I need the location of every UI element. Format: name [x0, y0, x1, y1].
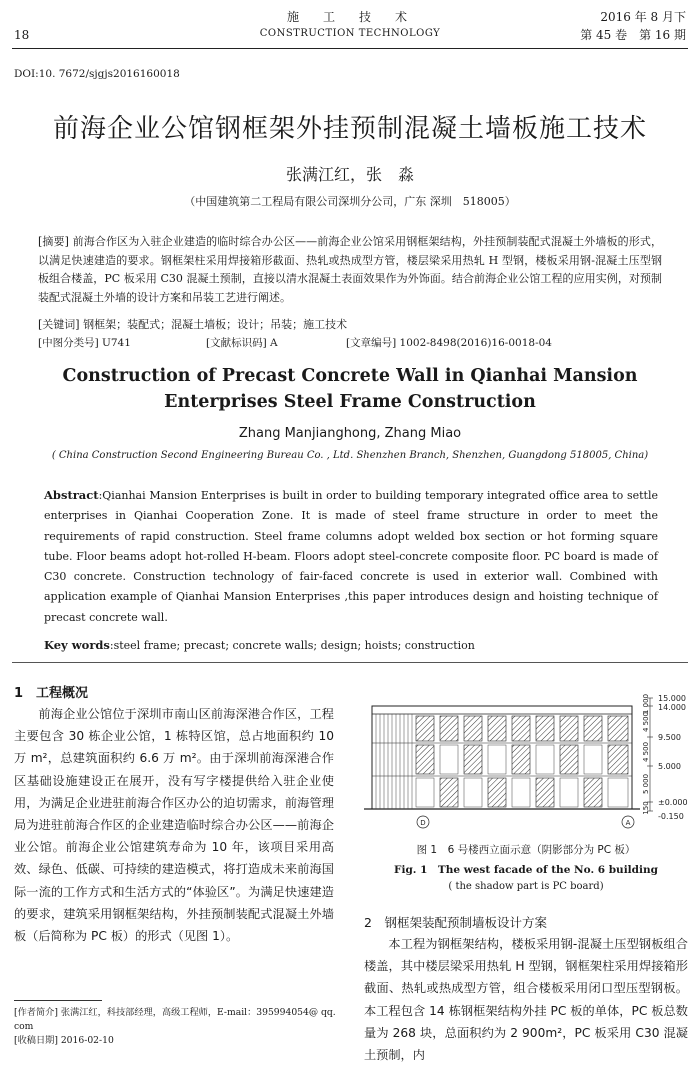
pc-panel	[440, 716, 458, 741]
pc-panel	[488, 716, 506, 741]
clc-number: [中图分类号] U741	[38, 337, 131, 349]
column-rule	[12, 662, 688, 663]
footnote	[14, 1006, 336, 1048]
author-bio: [作者简介] 张满江红，科技部经理，高级工程师，E-mail：395994054@ qq. com	[14, 1007, 336, 1032]
dim-1000: 1 000	[642, 693, 650, 715]
dim-150: 150	[642, 801, 650, 815]
pc-panel	[440, 778, 458, 807]
abstract-en	[44, 485, 658, 628]
doi[interactable]: DOI:10. 7672/sjgjs2016160018	[14, 68, 180, 80]
pc-panel	[464, 716, 482, 741]
paper-title-en	[0, 363, 700, 415]
abstract-cn: [摘要] 前海合作区为入驻企业建造的临时综合办公区——前海企业公馆采用钢框架结构，外挂预制装配式混凝土外墙板的形式，以满足快速建造的要求。钢框架柱采用焊接箱形截面、热轧或热成型方管，楼层梁采用热轧 H 型钢，楼板采用钢-混凝土压型钢板组合楼盖，PC 板采用 C30 混凝土预制，直接以清水混凝土表面效果作为外饰面。结合前海企业公馆工程的应用实例，对预制装配式混凝土外墙的设计方案和吊装工艺进行阐述。	[38, 235, 662, 304]
axis-a-label: A	[625, 819, 631, 827]
section-1-body: 前海企业公馆位于深圳市南山区前海深港合作区，工程主要包含 30 栋企业公馆，1 栋特区馆，总占地面积约 10 万 m²，总建筑面积约 6.6 万 m²。由于深圳前海深港合作区基础设施建设正在展开，没有写字楼提供给入驻企业使用，为满足企业进驻前海合作区办公的迫切需求，前海管理局为进驻前海合作区的企业建造临时综合办公区——前海企业公馆。前海企业公馆建筑寿命为 10 年，该项目采用高效、绿色、低碳、可持续的建造模式，将打造成未来前海国际一流的工作方式和生活方式的“体验区”。为满足快速建造的要求，建筑采用钢框架结构，外挂预制装配式混凝土外墙板（后简称为 PC 板）的形式（见图 1）。	[14, 707, 334, 944]
journal-name-cn: 施 工 技 术	[286, 10, 413, 24]
elev-0000: ±0.000	[658, 798, 688, 807]
header-rule	[12, 48, 688, 49]
pc-panel	[416, 745, 434, 774]
volume-issue: 第 45 卷 第 16 期	[580, 28, 686, 42]
pc-panel	[416, 716, 434, 741]
figure-1	[364, 680, 688, 830]
figure-1-caption-cn: 图 1 6 号楼西立面示意（阴影部分为 PC 板）	[416, 844, 636, 856]
pc-panel	[584, 778, 602, 807]
journal-name-en: CONSTRUCTION TECHNOLOGY	[259, 28, 441, 39]
title-en-line1: Construction of Precast Concrete Wall in Qianhai Mansion	[62, 366, 638, 386]
dim-4500: 4 500	[642, 741, 650, 763]
pc-panel	[608, 745, 628, 774]
received-date: [收稿日期] 2016-02-10	[14, 1035, 114, 1046]
title-en-line2: Enterprises Steel Frame Construction	[164, 392, 536, 412]
abstract-en-label: Abstract	[44, 488, 99, 502]
page-number: 18	[14, 28, 30, 42]
keywords-en-text: :steel frame; precast; concrete walls; design; hoists; construction	[109, 639, 475, 652]
dim-5000: 5 000	[642, 773, 650, 795]
footnote-rule	[14, 1000, 102, 1001]
section-2-heading: 2 钢框架装配预制墙板设计方案	[364, 915, 547, 930]
figure-1-caption-en-sub: ( the shadow part is PC board)	[448, 881, 604, 892]
section-1-heading: 1 工程概况	[14, 686, 89, 701]
pc-panels	[416, 716, 628, 807]
glazing-left	[376, 714, 412, 809]
pc-panel	[512, 716, 530, 741]
elev-5000: 5.000	[658, 762, 681, 771]
affiliation-en: ( China Construction Second Engineering Bureau Co. , Ltd. Shenzhen Branch, Shenzhen, Guangdong 518005, China)	[51, 450, 649, 461]
figure-1-caption-en: Fig. 1 The west facade of the No. 6 building	[394, 864, 658, 876]
authors-en: Zhang Manjianghong, Zhang Miao	[238, 426, 462, 441]
pc-panel	[512, 745, 530, 774]
elev-14000: 14.000	[658, 703, 686, 712]
article-number: [文章编号] 1002-8498(2016)16-0018-04	[346, 337, 552, 349]
pc-panel	[608, 716, 628, 741]
pc-panel	[536, 716, 554, 741]
elev-minus0150: -0.150	[658, 812, 684, 821]
pc-panel	[536, 778, 554, 807]
pc-panel	[560, 745, 578, 774]
affiliation-cn: （中国建筑第二工程局有限公司深圳分公司，广东 深圳 518005）	[184, 195, 516, 208]
dim-4500-top: 4 500	[642, 711, 650, 733]
issue-info	[580, 8, 686, 44]
keywords-en	[44, 638, 658, 652]
abstract-en-text: :Qianhai Mansion Enterprises is built in order to building temporary integrated office area to settle enterprises in Qianhai Cooperation Zone. It is made of steel frame structure in order to meet the requirements of rapid construction. Steel frame columns adopt welded box section or hot forming square tube. Floor beams adopt hot-rolled H-beam. Floors adopt steel-concrete composite floor. PC board is made of C30 concrete. Construction technology of fair-faced concrete is used in exterior wall. Combined with application example of Qianhai Mansion Enterprises ,this paper introduces design and hoisting technique of precast concrete wall.	[44, 489, 658, 624]
document-code: [文献标识码] A	[206, 337, 278, 349]
elev-9500: 9.500	[658, 733, 681, 742]
axis-d-label: D	[420, 819, 426, 827]
keywords-en-label: Key words	[44, 638, 110, 652]
authors-cn: 张满江红，张 淼	[285, 165, 414, 184]
facade-drawing	[364, 680, 688, 830]
pc-panel	[488, 778, 506, 807]
pc-panel	[560, 716, 578, 741]
section-2-body: 本工程为钢框架结构，楼板采用钢-混凝土压型钢板组合楼盖，其中楼层梁采用热轧 H 型钢，钢框架柱采用焊接箱形截面、热轧或热成型方管，组合楼板采用闭口型压型钢板。本工程包含 14 栋钢框架结构外挂 PC 板的单体，PC 板总数量为 268 块，总面积约为 2 900m²，PC 板采用 C30 混凝土预制，内	[364, 937, 688, 1063]
paper-title-cn: 前海企业公馆钢框架外挂预制混凝土墙板施工技术	[52, 114, 647, 144]
elev-15000: 15.000	[658, 694, 686, 703]
keywords-cn: [关键词] 钢框架；装配式；混凝土墙板；设计；吊装；施工技术	[38, 318, 348, 331]
pc-panel	[464, 745, 482, 774]
pc-panel	[584, 716, 602, 741]
issue-date: 2016 年 8 月下	[600, 10, 686, 24]
